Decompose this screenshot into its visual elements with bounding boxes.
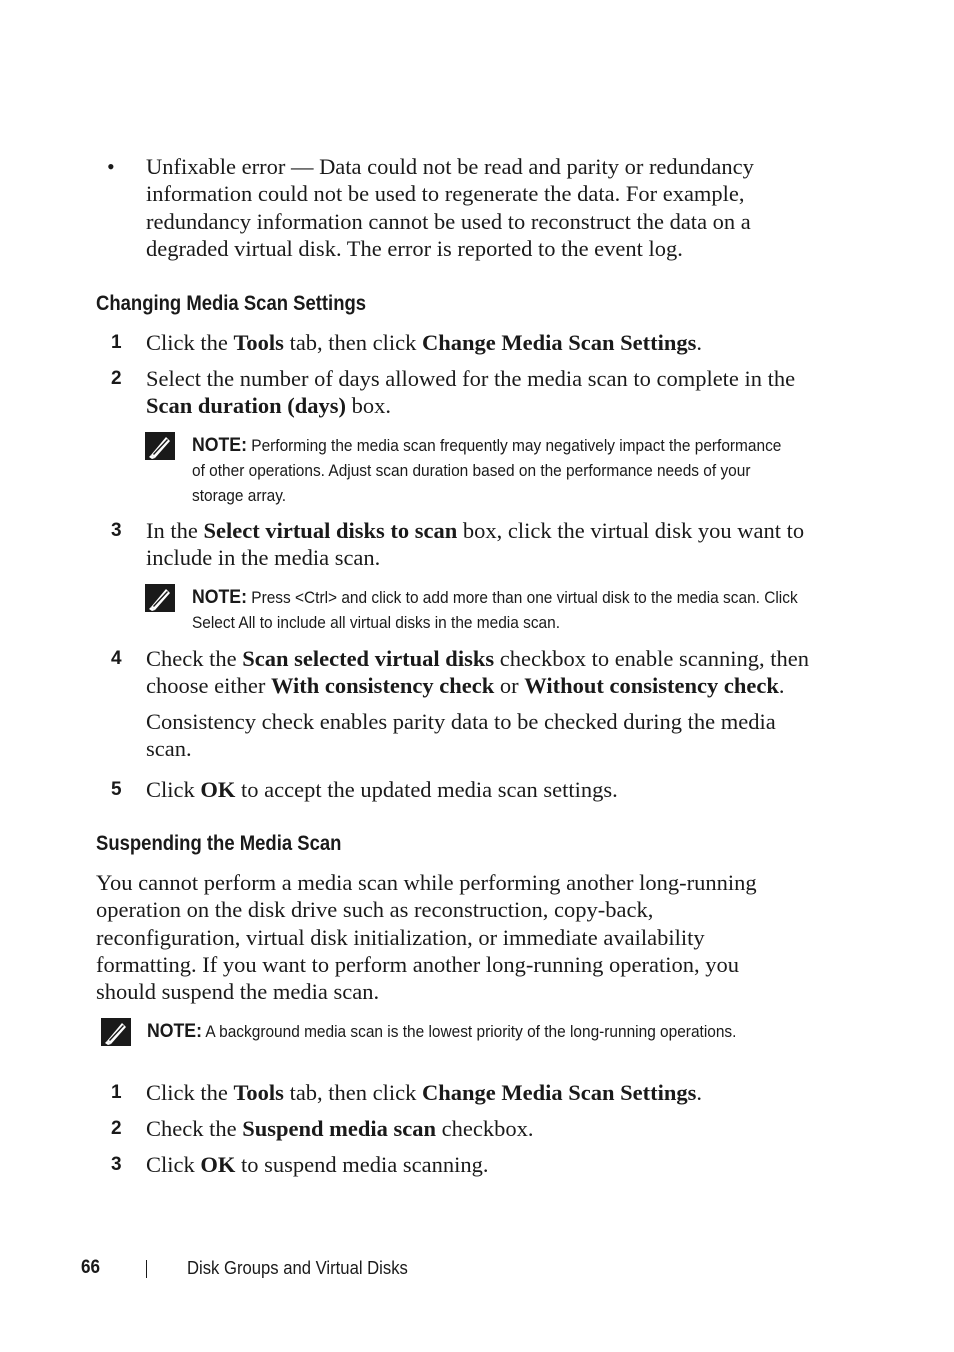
step-number: 2 [111,368,122,389]
note-scan-frequency: NOTE: Performing the media scan frequently may negatively impact the performance of other operations. Adjust scan duration based on the performance needs of your storage array. [192,435,782,505]
ui-term-scan-duration: Scan duration (days) [146,393,347,419]
note-pencil-icon [101,1018,131,1046]
step-2-text: Select the number of days allowed for the media scan to complete in the Scan duration (days) box. [146,366,796,419]
ui-term-tools: Tools [233,330,284,355]
suspend-intro-paragraph: You cannot perform a media scan while performing another long-running operation on the disk drive such as reconstruction, copy-back, reconfiguration, virtual disk initialization, or immediate availability formatting. If you want to perform another long-running operation, you should suspend the media scan. [96,870,757,1005]
step-number: 3 [111,520,122,541]
ui-term-scan-selected-virtual-disks: Scan selected virtual disks [242,646,495,671]
step-number: 1 [111,1082,122,1103]
step-number: 4 [111,648,122,669]
bullet-term: Unfixable error [146,154,286,179]
ui-term-ok: OK [200,1152,236,1177]
suspend-step-2-text: Check the Suspend media scan checkbox. [146,1116,534,1141]
ui-term-select-all: Select All [192,613,256,632]
bullet-item-unfixable-error: Unfixable error — Data could not be read and parity or redundancy information could not be used to regenerate the data. For example, redundancy information cannot be used to reconstruct the data on a degraded virtual disk. The error is reported to the event log. [146,154,754,261]
ui-term-change-media-scan-settings: Change Media Scan Settings [422,1080,697,1105]
note-label: NOTE: [147,1021,202,1042]
ui-term-suspend-media-scan: Suspend media scan [242,1116,437,1141]
section-heading-suspending-media-scan: Suspending the Media Scan [96,832,342,855]
bullet-text: Data could not be read and parity or redundancy information could not be used to regenerate the data. For example, redundancy information cannot be used to reconstruct the data on a degraded virtual disk. The error is reported to the event log. [146,154,754,261]
step-1-text: Click the Tools tab, then click Change Media Scan Settings. [146,330,703,355]
footer-divider [146,1260,147,1278]
step-number: 2 [111,1118,122,1139]
ui-term-select-virtual-disks: Select virtual disks to scan [203,518,458,543]
ui-term-without-consistency-check: Without consistency check [524,673,779,699]
suspend-step-1-text: Click the Tools tab, then click Change Media Scan Settings. [146,1080,703,1105]
ui-term-with-consistency-check: With consistency check [270,673,495,699]
note-background-priority: NOTE: A background media scan is the lowest priority of the long-running operations. [147,1021,737,1042]
note-ctrl-select: NOTE: Press <Ctrl> and click to add more than one virtual disk to the media scan. Click Select All to include all virtual disks in the media scan. [192,587,798,632]
key-ctrl: <Ctrl> [295,588,338,607]
note-pencil-icon [145,432,175,460]
step-5-text: Click OK to accept the updated media scan settings. [146,777,618,802]
note-label: NOTE: [192,587,247,608]
step-3-text: In the Select virtual disks to scan box, click the virtual disk you want to include in the media scan. [146,518,805,571]
ui-term-ok: OK [200,777,236,802]
section-heading-changing-media-scan: Changing Media Scan Settings [96,292,367,315]
step-number: 5 [111,779,122,800]
step-4-extra-paragraph: Consistency check enables parity data to be checked during the media scan. [146,709,776,762]
step-number: 3 [111,1154,122,1175]
ui-term-change-media-scan-settings: Change Media Scan Settings [422,330,697,355]
ui-term-tools: Tools [233,1080,284,1105]
step-4-text: Check the Scan selected virtual disks checkbox to enable scanning, then choose either With consistency check or Without consistency check. [146,646,809,699]
note-pencil-icon [145,584,175,612]
suspend-step-3-text: Click OK to suspend media scanning. [146,1152,489,1177]
note-label: NOTE: [192,435,247,456]
step-number: 1 [111,332,122,353]
bullet-marker: • [107,154,115,179]
footer-chapter-title: Disk Groups and Virtual Disks [187,1257,408,1278]
page-number: 66 [81,1257,101,1278]
